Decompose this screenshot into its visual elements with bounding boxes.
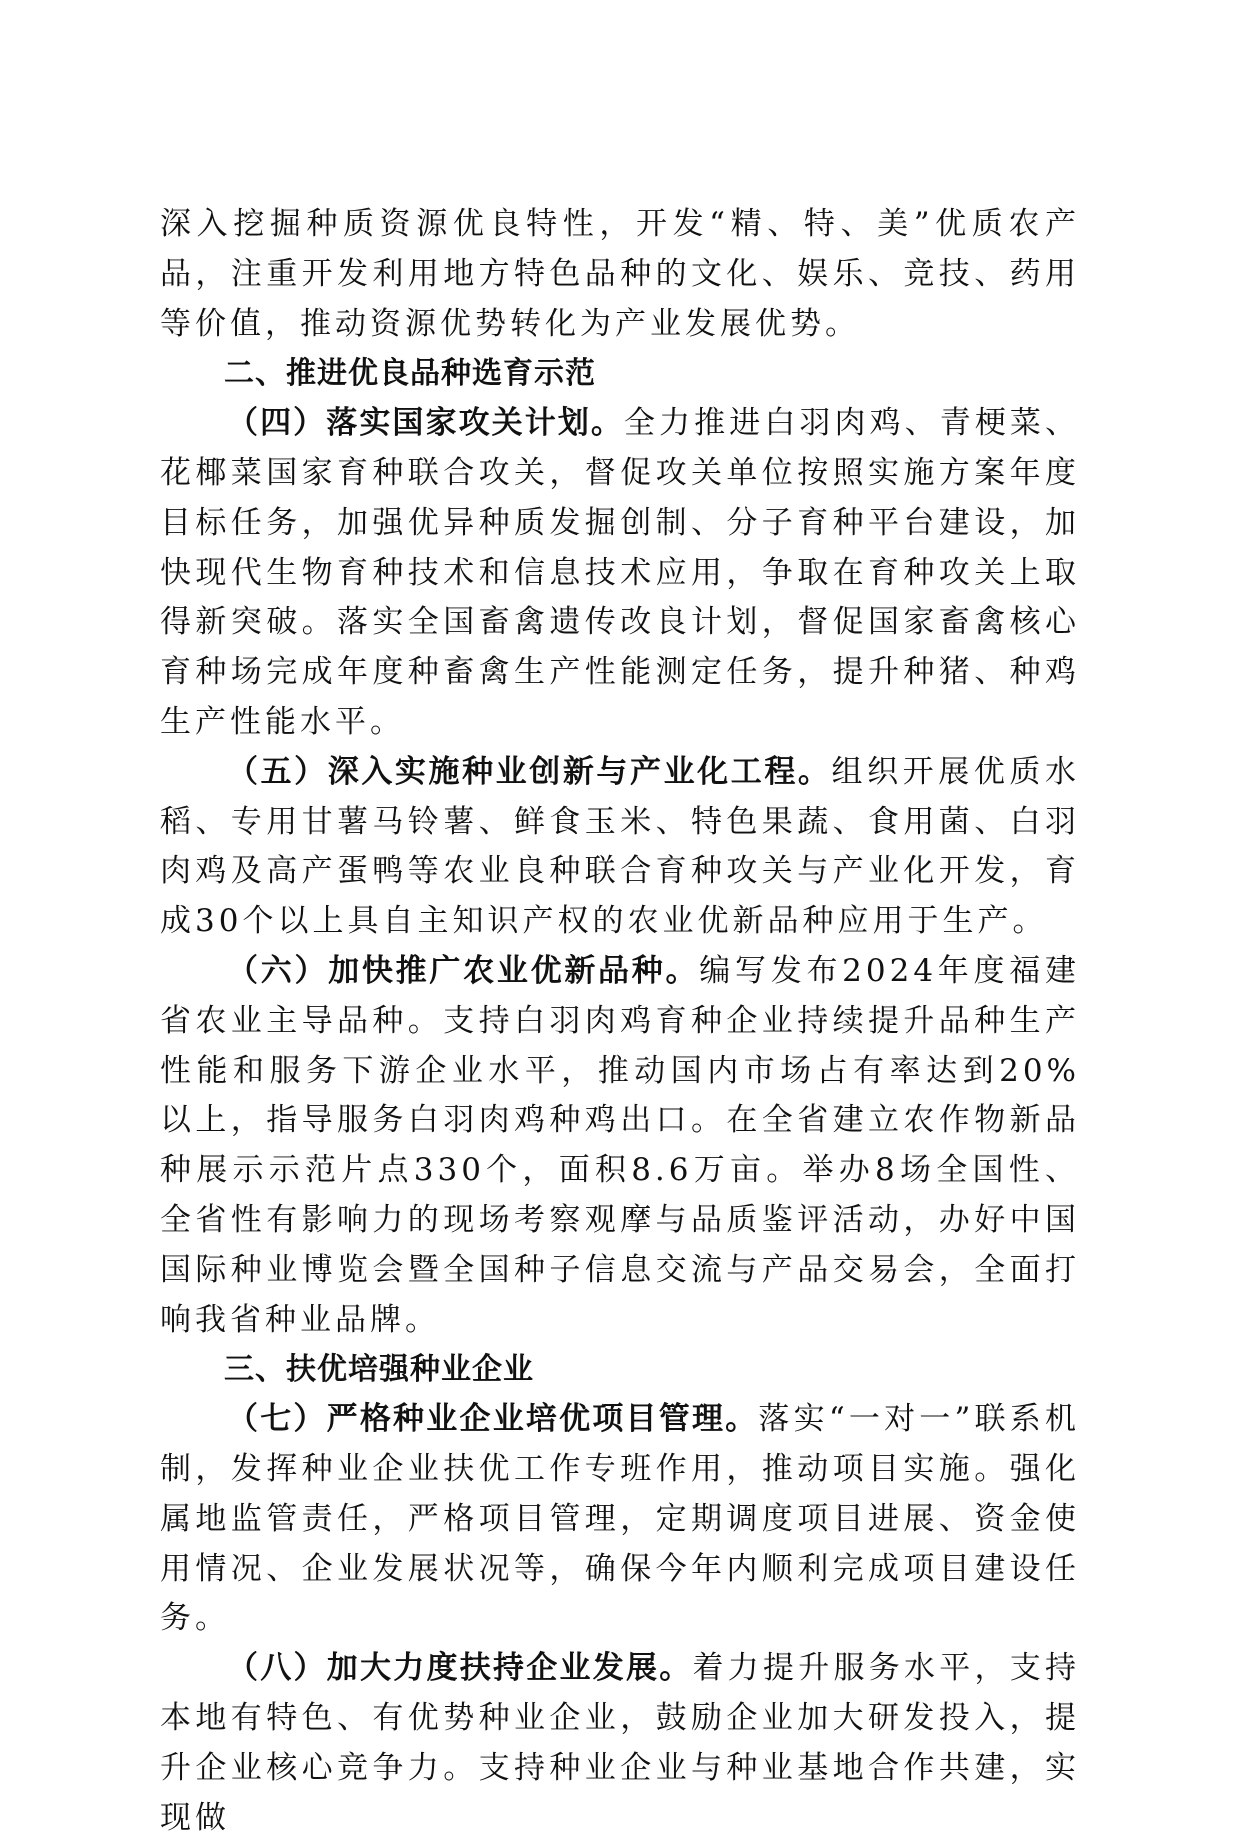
paragraph-7-lead: （七）严格种业企业培优项目管理。 (227, 1401, 759, 1438)
paragraph-7 (160, 1395, 1080, 1644)
paragraph-4-body: 全力推进白羽肉鸡、青梗菜、花椰菜国家育种联合攻关，督促攻关单位按照实施方案年度目标任务，加强优异种质发掘创制、分子育种平台建设，加快现代生物育种技术和信息技术应用，争取在育种攻关上取得新突破。落实全国畜禽遗传改良计划，督促国家畜禽核心育种场完成年度种畜禽生产性能测定任务，提升种猪、种鸡生产性能水平。 (160, 405, 1080, 740)
paragraph-5-lead: （五）深入实施种业创新与产业化工程。 (227, 753, 832, 790)
section-heading-3: 三、扶优培强种业企业 (224, 1352, 534, 1388)
paragraph-7-body: 落实“一对一”联系机制，发挥种业企业扶优工作专班作用，推动项目实施。强化属地监管责任，严格项目管理，定期调度项目进展、资金使用情况、企业发展状况等，确保今年内顺利完成项目建设任务。 (160, 1401, 1080, 1637)
paragraph-4 (160, 399, 1080, 748)
paragraph-4-lead: （四）落实国家攻关计划。 (227, 405, 624, 442)
paragraph-5-body: 组织开展优质水稻、专用甘薯马铃薯、鲜食玉米、特色果蔬、食用菌、白羽肉鸡及高产蛋鸭等农业良种联合育种攻关与产业化开发，育成30个以上具自主知识产权的农业优新品种应用于生产。 (160, 753, 1080, 940)
paragraph-8 (160, 1644, 1080, 1843)
paragraph-8-lead: （八）加大力度扶持企业发展。 (227, 1650, 693, 1687)
paragraph-intro: 深入挖掘种质资源优良特性，开发“精、特、美”优质农产品，注重开发利用地方特色品种的文化、娱乐、竞技、药用等价值，推动资源优势转化为产业发展优势。 (160, 206, 1080, 342)
section-heading-2: 二、推进优良品种选育示范 (224, 356, 596, 392)
paragraph-5 (160, 748, 1080, 947)
document-page (160, 200, 1080, 1843)
paragraph-6-lead: （六）加快推广农业优新品种。 (227, 952, 700, 989)
paragraph-8-body: 着力提升服务水平，支持本地有特色、有优势种业企业，鼓励企业加大研发投入，提升企业核心竞争力。支持种业企业与种业基地合作共建，实现做 (160, 1650, 1080, 1836)
paragraph-6-body: 编写发布2024年度福建省农业主导品种。支持白羽肉鸡育种企业持续提升品种生产性能和服务下游企业水平，推动国内市场占有率达到20%以上，指导服务白羽肉鸡种鸡出口。在全省建立农作物新品种展示示范片点330个，面积8.6万亩。举办8场全国性、全省性有影响力的现场考察观摩与品质鉴评活动，办好中国国际种业博览会暨全国种子信息交流与产品交易会，全面打响我省种业品牌。 (160, 952, 1080, 1338)
paragraph-6 (160, 947, 1080, 1345)
